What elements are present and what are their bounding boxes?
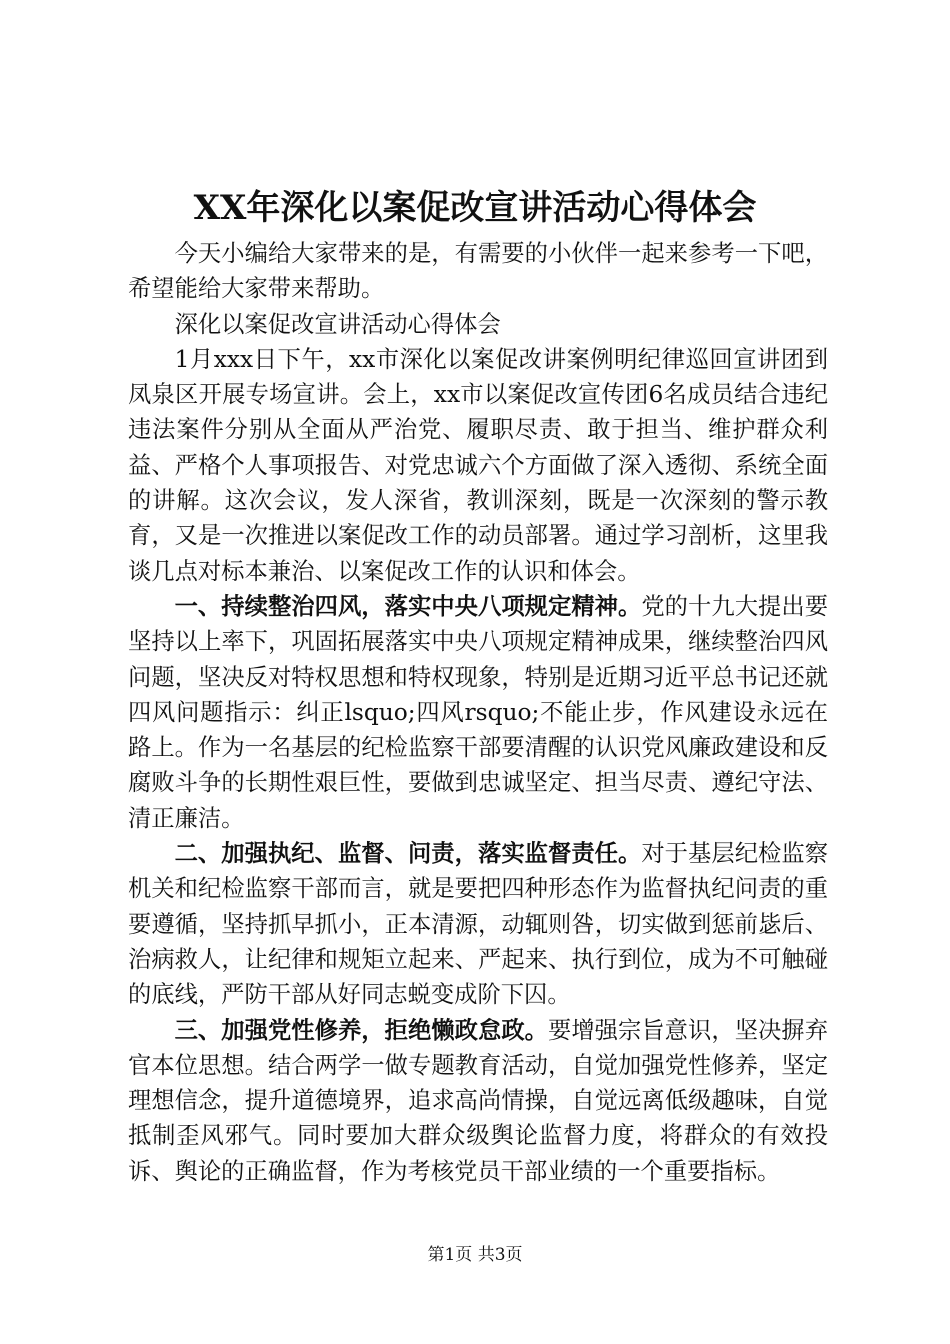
section-3-paragraph [128,1013,828,1189]
section-1-body: 党的十九大提出要坚持以上率下，巩固拓展落实中央八项规定精神成果，继续整治四风问题，坚决反对特权思想和特权现象，特别是近期习近平总书记还就四风问题指示：纠正lsquo;四风rsquo;不能止步，作风建设永远在路上。作为一名基层的纪检监察干部要清醒的认识党风廉政建设和反腐败斗争的长期性艰巨性，要做到忠诚坚定、担当尽责、遵纪守法、清正廉洁。 [128,592,829,832]
intro-paragraph: 今天小编给大家带来的是，有需要的小伙伴一起来参考一下吧，希望能给大家带来帮助。 [128,240,828,303]
section-2-paragraph [128,836,828,1012]
subtitle-paragraph: 深化以案促改宣讲活动心得体会 [174,310,501,338]
page-number: 第1页 共3页 [427,1245,523,1265]
section-1-paragraph [128,589,828,836]
document-title: XX年深化以案促改宣讲活动心得体会 [193,188,757,228]
section-3-body: 要增强宗旨意识，坚决摒弃官本位思想。结合两学一做专题教育活动，自觉加强党性修养，坚定理想信念，提升道德境界，追求高尚情操，自觉远离低级趣味，自觉抵制歪风邪气。同时要加大群众级舆论监督力度，将群众的有效投诉、舆论的正确监督，作为考核党员干部业绩的一个重要指标。 [128,1016,829,1185]
body-paragraph-1: 1月xxx日下午，xx市深化以案促改讲案例明纪律巡回宣讲团到凤泉区开展专场宣讲。会上，xx市以案促改宣传团6名成员结合违纪违法案件分别从全面从严治党、履职尽责、敢于担当、维护群众利益、严格个人事项报告、对党忠诚六个方面做了深入透彻、系统全面的讲解。这次会议，发人深省，教训深刻，既是一次深刻的警示教育，又是一次推进以案促改工作的动员部署。通过学习剖析，这里我谈几点对标本兼治、以案促改工作的认识和体会。 [128,345,828,585]
section-2-heading: 二、加强执纪、监督、问责，落实监督责任。 [174,840,642,868]
section-1-heading: 一、持续整治四风，落实中央八项规定精神。 [174,592,642,620]
document-body [128,236,828,1189]
section-2-body: 对于基层纪检监察机关和纪检监察干部而言，就是要把四种形态作为监督执纪问责的重要遵循，坚持抓早抓小，正本清源，动辄则咎，切实做到惩前毖后、治病救人，让纪律和规矩立起来、严起来、执行到位，成为不可触碰的底线，严防干部从好同志蜕变成阶下囚。 [128,840,829,1009]
section-3-heading: 三、加强党性修养，拒绝懒政怠政。 [174,1016,548,1044]
